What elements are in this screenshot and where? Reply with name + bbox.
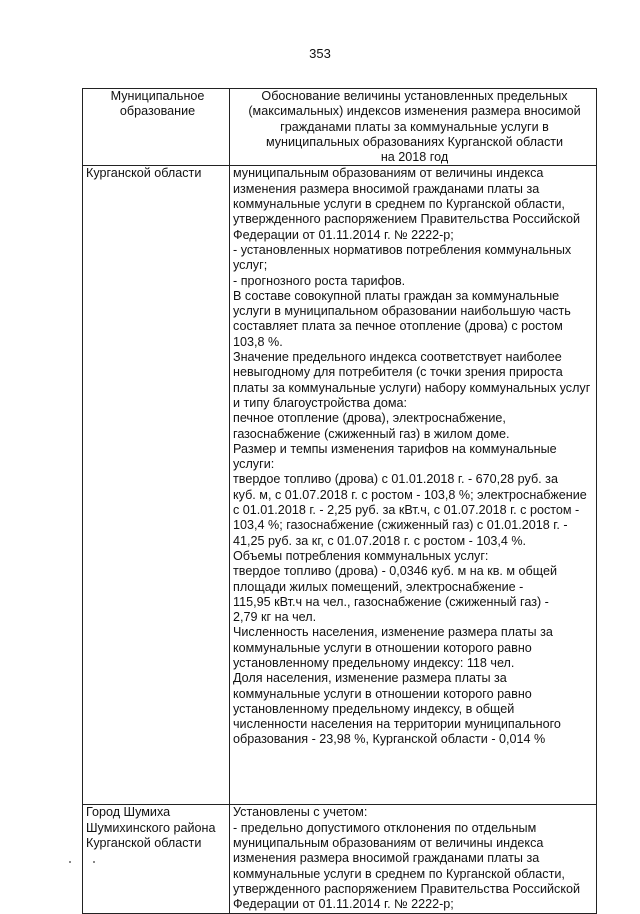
page-number: 353 [309, 46, 331, 61]
municipality-cell [83, 805, 230, 913]
justification-line: площади жилых помещений, электроснабжение - [233, 579, 524, 594]
justification-line: Доля населения, изменение размера платы за [233, 671, 507, 686]
justification-line: муниципальным образованиям от величины индекса [233, 836, 544, 851]
justification-cell [230, 166, 597, 805]
justification-line: - прогнозного роста тарифов. [233, 273, 406, 288]
header-justification-line: Обоснование величины установленных предельных [261, 89, 568, 103]
scan-speck [93, 861, 95, 863]
justification-line: куб. м, с 01.07.2018 г. с ростом - 103,8 %; электроснабжение [233, 487, 587, 502]
justification-line: печное отопление (дрова), электроснабжение, [233, 411, 506, 426]
justification-line: изменения размера вносимой гражданами платы за [233, 851, 540, 866]
justification-line: утвержденного распоряжением Правительства Российской [233, 881, 581, 896]
justification-line: В составе совокупной платы граждан за коммунальные [233, 288, 560, 303]
justification-line: Объемы потребления коммунальных услуг: [233, 548, 489, 563]
justification-line: твердое топливо (дрова) с 01.01.2018 г. - 670,28 руб. за [233, 472, 558, 487]
justification-line: 2,79 кг на чел. [233, 610, 317, 625]
justification-line: составляет плата за печное отопление (дрова) с ростом [233, 319, 563, 334]
table-header-row [83, 89, 597, 166]
justification-line: муниципальным образованиям от величины индекса [233, 166, 544, 181]
municipality-line: Шумихинского района [86, 820, 216, 835]
justification-line: образования - 23,98 %, Курганской области - 0,014 % [233, 732, 546, 747]
municipality-line: Курганской области [86, 836, 202, 851]
justification-line: - установленных нормативов потребления коммунальных [233, 242, 572, 257]
header-justification-line: гражданами платы за коммунальные услуги в [280, 119, 549, 134]
justification-line: численности населения на территории муниципального [233, 717, 561, 732]
justification-line: Размер и темпы изменения тарифов на коммунальные [233, 441, 557, 456]
justification-line: коммунальные услуги в среднем по Курганской области, [233, 866, 565, 881]
municipality-line: Курганской области [86, 166, 202, 181]
header-municipality [83, 89, 230, 166]
justification-line: установленному предельному индексу, в общей [233, 701, 515, 716]
justification-line: газоснабжение (сжиженный газ) в жилом доме. [233, 426, 510, 441]
header-municipality-line: Муниципальное [110, 89, 205, 103]
indices-table [82, 88, 597, 914]
justification-line: твердое топливо (дрова) - 0,0346 куб. м на кв. м общей [233, 564, 558, 579]
justification-line: утвержденного распоряжением Правительства Российской [233, 212, 581, 227]
justification-line: 41,25 руб. за кг, с 01.07.2018 г. с ростом - 103,4 %. [233, 533, 527, 548]
header-justification-line: на 2018 год [380, 150, 449, 165]
municipality-cell [83, 166, 230, 805]
justification-line: 115,95 кВт.ч на чел., газоснабжение (сжиженный газ) - [233, 594, 549, 609]
header-justification-line: муниципальных образованиях Курганской области [265, 134, 564, 149]
header-municipality-line: образование [119, 104, 196, 119]
justification-line: коммунальные услуги в отношении которого равно [233, 686, 532, 701]
header-justification [230, 89, 597, 166]
justification-line: услуги: [233, 457, 275, 472]
justification-line: услуги в муниципальном образовании наибольшую часть [233, 304, 571, 319]
justification-line: 103,4 %; газоснабжение (сжиженный газ) с 01.01.2018 г. - [233, 518, 568, 533]
scan-speck-marks [69, 851, 99, 871]
justification-line: Численность населения, изменение размера платы за [233, 625, 553, 640]
justification-line: Федерации от 01.11.2014 г. № 2222-р; [233, 897, 454, 912]
justification-line: услуг; [233, 258, 268, 273]
justification-cell [230, 805, 597, 913]
justification-line: невыгодному для потребителя (с точки зрения прироста [233, 365, 563, 380]
justification-line: 103,8 %. [233, 334, 283, 349]
header-justification-line: (максимальных) индексов изменения размера вносимой [248, 104, 581, 119]
justification-line: платы за коммунальные услуги) набору коммунальных услуг [233, 380, 591, 395]
justification-line: коммунальные услуги в отношении которого равно [233, 640, 532, 655]
justification-line: Установлены с учетом: [233, 805, 368, 820]
table-row [83, 805, 597, 913]
municipality-line: Город Шумиха [86, 805, 171, 820]
justification-line: - предельно допустимого отклонения по отдельным [233, 820, 537, 835]
justification-line: с 01.01.2018 г. - 2,25 руб. за кВт.ч, с 01.07.2018 г. с ростом - [233, 503, 580, 518]
justification-line: коммунальные услуги в среднем по Курганской области, [233, 197, 565, 212]
justification-line: Федерации от 01.11.2014 г. № 2222-р; [233, 227, 454, 242]
justification-line: установленному предельному индексу: 118 чел. [233, 655, 515, 670]
justification-line: Значение предельного индекса соответствует наиболее [233, 350, 562, 365]
justification-line: изменения размера вносимой гражданами платы за [233, 181, 540, 196]
justification-line: и типу благоустройства дома: [233, 395, 408, 410]
scan-speck [69, 861, 71, 863]
table-row [83, 166, 597, 805]
